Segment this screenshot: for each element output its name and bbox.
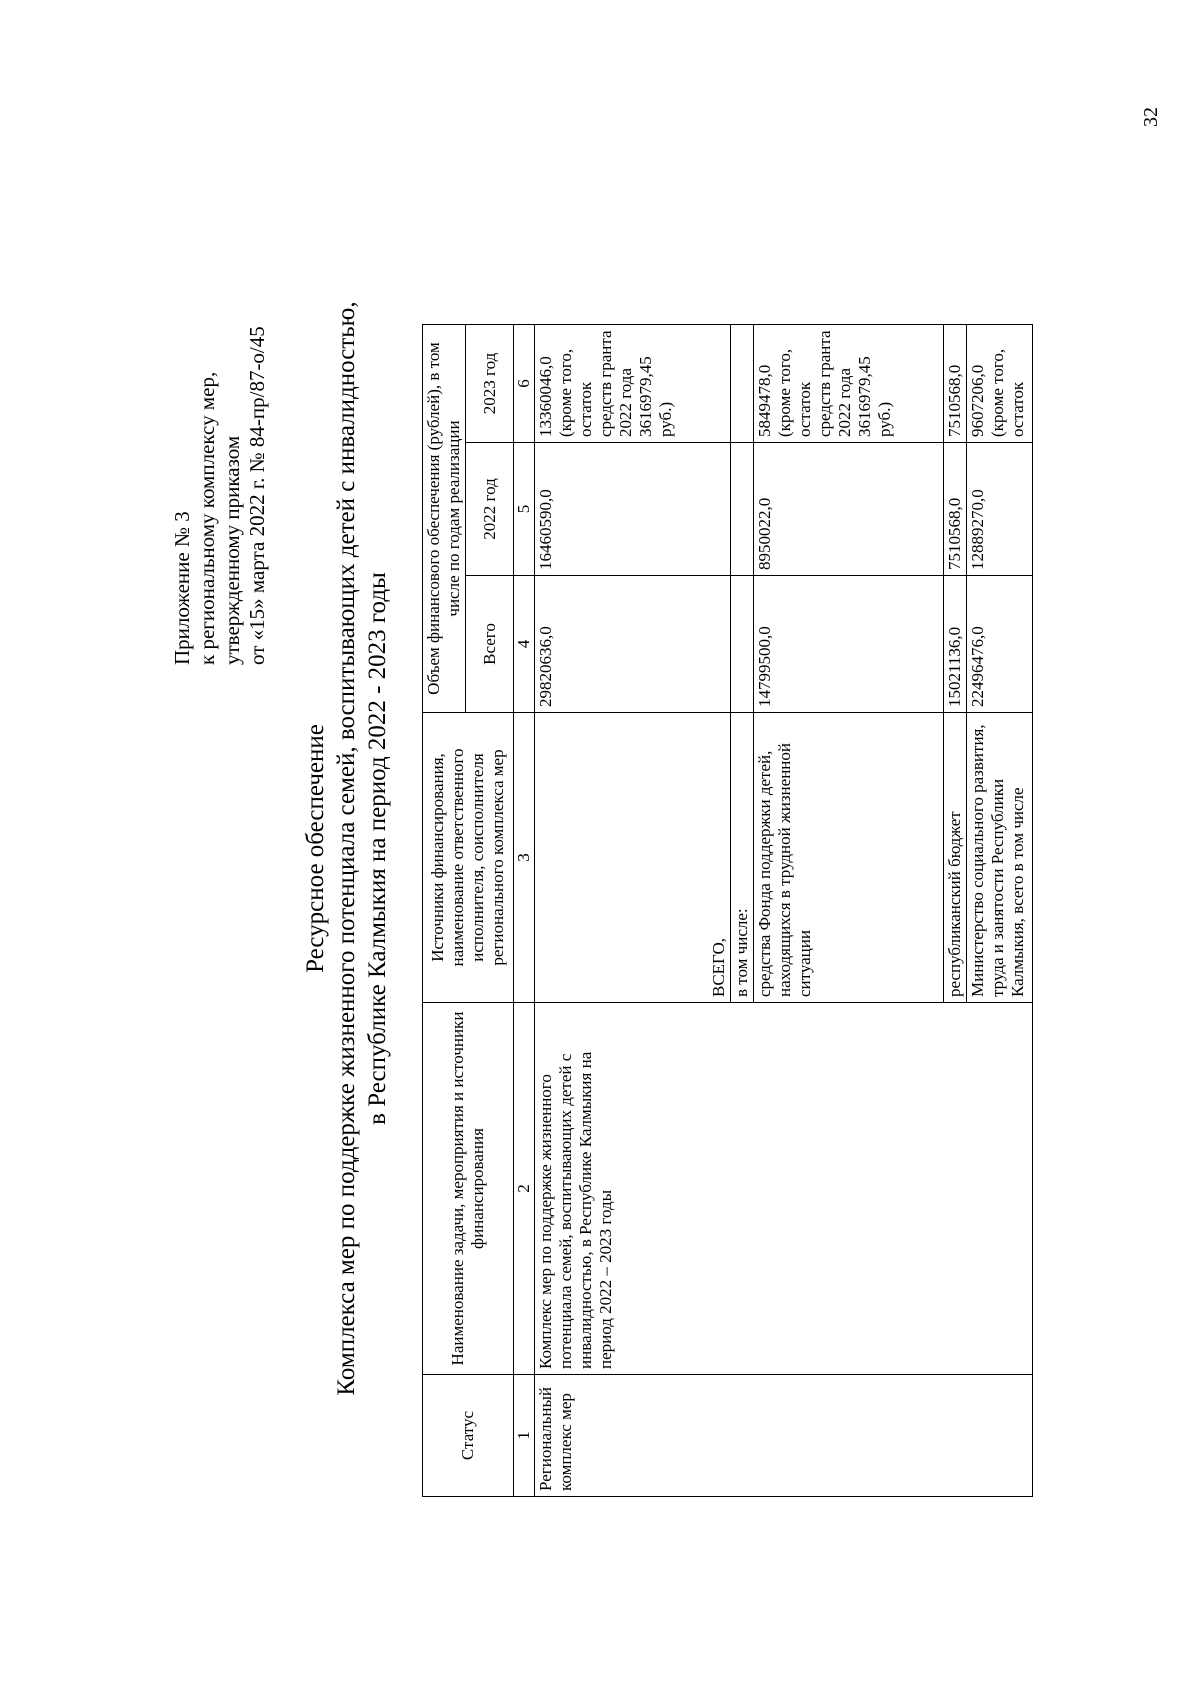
total-cell: 15021136,0 bbox=[944, 576, 967, 713]
source-cell: средства Фонда поддержки детей, находящихся в трудной жизненной ситуации bbox=[754, 713, 944, 1003]
colnum-1: 1 bbox=[514, 1375, 535, 1497]
source-cell: в том числе: bbox=[731, 713, 754, 1003]
appendix-line-2: к региональному комплексу мер, bbox=[195, 371, 219, 665]
year-2022-cell: 8950022,0 bbox=[754, 443, 944, 576]
status-cell: Региональный комплекс мер bbox=[535, 1375, 1033, 1497]
year-2023-cell bbox=[731, 325, 754, 443]
total-cell bbox=[731, 576, 754, 713]
table-row bbox=[535, 325, 731, 1497]
source-cell: ВСЕГО, bbox=[535, 713, 731, 1003]
total-cell: 22496476,0 bbox=[967, 576, 1033, 713]
appendix-line-4: от «15» марта 2022 г. № 84-пр/87-о/45 bbox=[245, 326, 269, 665]
header-name: Наименование задачи, мероприятия и источники финансирования bbox=[423, 1003, 514, 1375]
header-2023: 2023 год bbox=[466, 325, 514, 443]
colnum-2: 2 bbox=[514, 1003, 535, 1375]
document-title bbox=[300, 0, 393, 1697]
year-2023-cell: 13360046,0 (кроме того, остаток средств гранта 2022 года 3616979,45 руб.) bbox=[535, 325, 731, 443]
source-cell: Министерство социального развития, труда и занятости Республики Калмыкия, всего в том числе bbox=[967, 713, 1033, 1003]
title-line-1: Ресурсное обеспечение bbox=[302, 724, 329, 973]
year-2023-cell: 7510568,0 bbox=[944, 325, 967, 443]
header-status: Статус bbox=[423, 1375, 514, 1497]
year-2022-cell: 7510568,0 bbox=[944, 443, 967, 576]
colnum-6: 6 bbox=[514, 325, 535, 443]
year-2023-cell: 9607206,0 (кроме того, остаток bbox=[967, 325, 1033, 443]
header-sources: Источники финансирования, наименование ответственного исполнителя, соисполнителя регионального комплекса мер bbox=[423, 713, 514, 1003]
colnum-4: 4 bbox=[514, 576, 535, 713]
total-cell: 29820636,0 bbox=[535, 576, 731, 713]
header-2022: 2022 год bbox=[466, 443, 514, 576]
year-2022-cell: 16460590,0 bbox=[535, 443, 731, 576]
name-cell: Комплекс мер по поддержке жизненного потенциала семей, воспитывающих детей с инвалидностью, в Республике Калмыкия на период 2022 – 2023 годы bbox=[535, 1003, 1033, 1375]
appendix-line-1: Приложение № 3 bbox=[170, 511, 194, 665]
column-numbers-row bbox=[514, 325, 535, 1497]
total-cell: 14799500,0 bbox=[754, 576, 944, 713]
colnum-5: 5 bbox=[514, 443, 535, 576]
source-cell: республиканский бюджет bbox=[944, 713, 967, 1003]
year-2023-cell: 5849478,0 (кроме того, остаток средств гранта 2022 года 3616979,45 руб.) bbox=[754, 325, 944, 443]
colnum-3: 3 bbox=[514, 713, 535, 1003]
header-volume: Объем финансового обеспечения (рублей), в том числе по годам реализации bbox=[423, 325, 466, 713]
title-line-2: Комплекса мер по поддержке жизненного потенциала семей, воспитывающих детей с инвалидностью, bbox=[333, 301, 360, 1396]
title-line-3: в Республике Калмыкия на период 2022 - 2023 годы bbox=[364, 572, 391, 1125]
page-number: 32 bbox=[1140, 107, 1162, 127]
year-2022-cell: 12889270,0 bbox=[967, 443, 1033, 576]
header-total: Всего bbox=[466, 576, 514, 713]
appendix-line-3: утвержденному приказом bbox=[220, 435, 244, 665]
appendix-header bbox=[170, 326, 270, 665]
year-2022-cell bbox=[731, 443, 754, 576]
resource-table bbox=[422, 324, 1033, 1497]
